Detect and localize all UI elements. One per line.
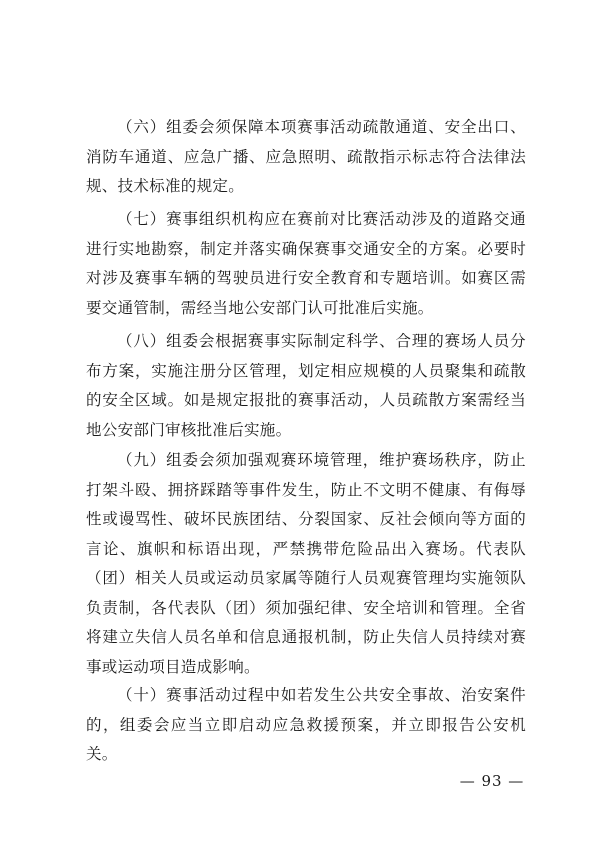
paragraph-seven: （七）赛事组织机构应在赛前对比赛活动涉及的道路交通进行实地勘察，制定并落实确保赛事交通安全的方案。必要时对涉及赛事车辆的驾驶员进行安全教育和专题培训。如赛区需要交通管制，需经当地公安部门认可批准后实施。 — [86, 210, 526, 317]
page-number: — 93 — — [459, 772, 525, 790]
paragraph-nine: （九）组委会须加强观赛环境管理，维护赛场秩序，防止打架斗殴、拥挤踩踏等事件发生，防止不文明不健康、有侮辱性或谩骂性、破坏民族团结、分裂国家、反社会倾向等方面的言论、旗帜和标语出现，严禁携带危险品出入赛场。代表队（团）相关人员或运动员家属等随行人员观赛管理均实施领队负责制，各代表队（团）须加强纪律、安全培训和管理。全省将建立失信人员名单和信息通报机制，防止失信人员持续对赛事或运动项目造成影响。 — [86, 451, 526, 676]
paragraph-ten: （十）赛事活动过程中如若发生公共安全事故、治安案件的，组委会应当立即启动应急救援预案，并立即报告公安机关。 — [86, 686, 526, 763]
paragraph-eight: （八）组委会根据赛事实际制定科学、合理的赛场人员分布方案，实施注册分区管理，划定相应规模的人员聚集和疏散的安全区域。如是规定报批的赛事活动，人员疏散方案需经当地公安部门审核批准后实施。 — [86, 332, 526, 439]
paragraph-six: （六）组委会须保障本项赛事活动疏散通道、安全出口、消防车通道、应急广播、应急照明、疏散指示标志符合法律法规、技术标准的规定。 — [86, 118, 526, 195]
